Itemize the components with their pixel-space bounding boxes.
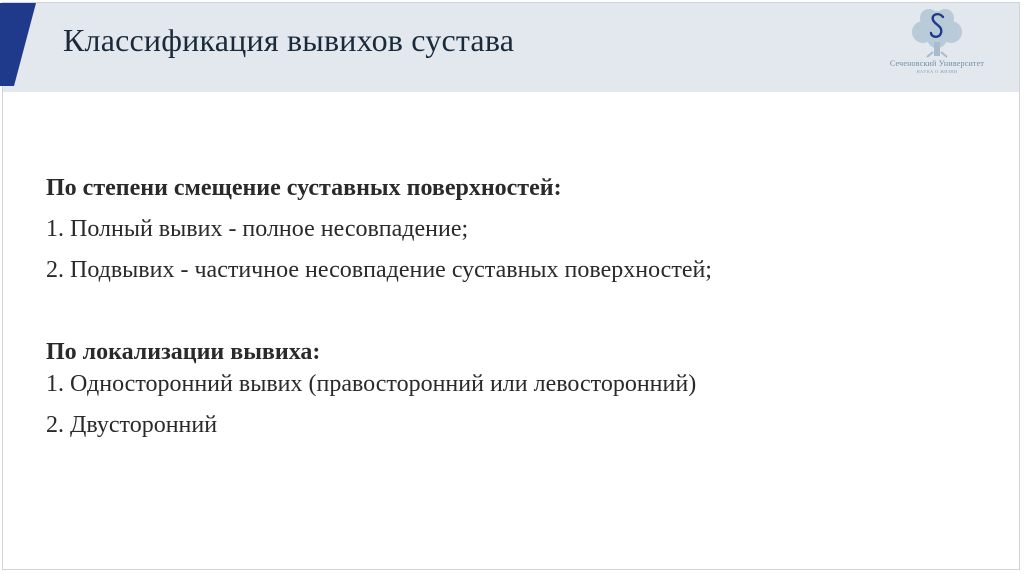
slide-content — [46, 172, 946, 441]
list-item: 1. Полный вывих - полное несовпадение; — [46, 216, 469, 242]
section-displacement — [46, 172, 946, 286]
list-item: 1. Односторонний вывих (правосторонний или левосторонний) — [46, 371, 697, 397]
slide-title: Классификация вывихов сустава — [63, 22, 515, 58]
list-item: 2. Двусторонний — [46, 412, 218, 438]
logo-name: Сеченовский Университет — [889, 59, 985, 68]
list-item: 2. Подвывих - частичное несовпадение суставных поверхностей; — [46, 257, 712, 283]
accent-stripe — [0, 0, 40, 92]
section-heading: По степени смещение суставных поверхностей: — [46, 175, 562, 201]
logo-tagline: НАУКА О ЖИЗНИ — [916, 69, 958, 74]
section-heading: По локализации вывиха: — [46, 339, 321, 365]
section-localization — [46, 336, 946, 441]
university-logo — [872, 6, 1002, 86]
tree-s-logo-icon — [905, 6, 969, 58]
